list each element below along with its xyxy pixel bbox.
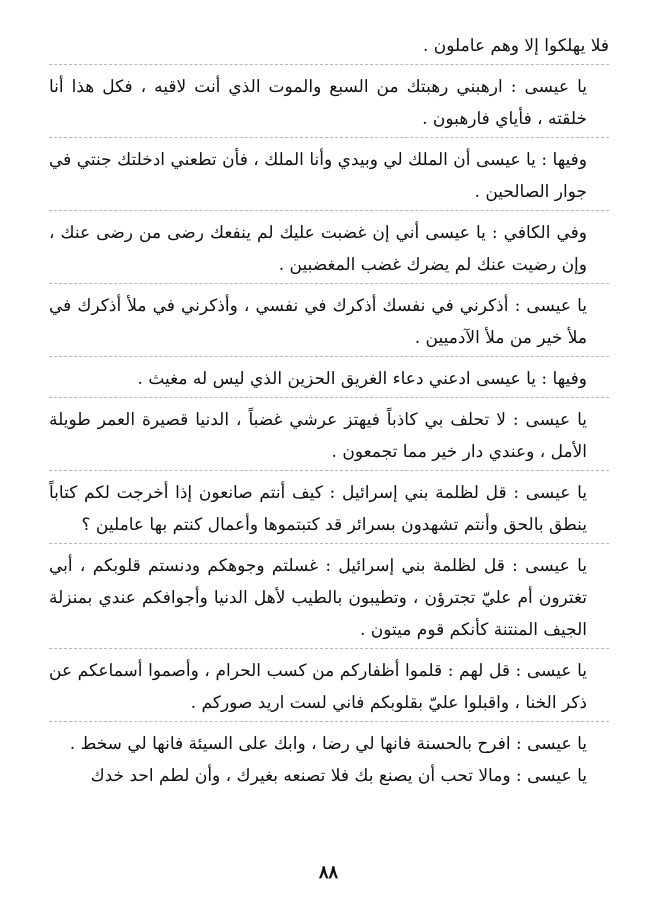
- divider: [49, 648, 609, 649]
- page-body: [49, 30, 609, 792]
- paragraph: يا عيسى : افرح بالحسنة فانها لي رضا ، وابك على السيئة فانها لي سخط .: [69, 734, 587, 754]
- divider: [49, 64, 609, 65]
- divider: [49, 356, 609, 357]
- paragraph: يا عيسى : قل لظلمة بني إسرائيل : غسلتم وجوهكم ودنستم قلوبكم ، أبي تغترون أم عليّ تجترؤن ، وتطيبون بالطيب لأهل الدنيا وأجوافكم عندي بمنزلة الجيف المنتنة كأنكم قوم ميتون .: [49, 556, 587, 640]
- page-number: ٨٨: [318, 862, 339, 883]
- paragraph: يا عيسى : ارهبني رهبتك من السبع والموت الذي أنت لاقيه ، فكل هذا أنا خلقته ، فأياي فارهبون .: [49, 77, 587, 129]
- divider: [49, 137, 609, 138]
- divider: [49, 397, 609, 398]
- paragraph: يا عيسى : لا تحلف بي كاذباً فيهتز عرشي غضباً ، الدنيا قصيرة العمر طويلة الأمل ، وعندي دار خير مما تجمعون .: [49, 410, 587, 462]
- divider: [49, 283, 609, 284]
- paragraph: يا عيسى : قل لهم : قلموا أظفاركم من كسب الحرام ، وأصموا أسماعكم عن ذكر الخنا ، واقبلوا عليّ بقلوبكم فاني لست اريد صوركم .: [49, 661, 587, 713]
- paragraph: يا عيسى : ومالا تحب أن يصنع بك فلا تصنعه بغيرك ، وأن لطم احد خدك: [90, 766, 587, 786]
- paragraph: وفيها : يا عيسى أن الملك لي وبيدي وأنا الملك ، فأن تطعني ادخلتك جنتي في جوار الصالحين .: [49, 150, 587, 202]
- paragraph: وفي الكافي : يا عيسى أني إن غضبت عليك لم ينفعك رضى من رضى عنك ، وإن رضيت عنك لم يضرك غضب المغضبين .: [49, 223, 587, 275]
- divider: [49, 721, 609, 722]
- divider: [49, 543, 609, 544]
- paragraph: يا عيسى : قل لظلمة بني إسرائيل : كيف أنتم صانعون إذا أخرجت لكم كتاباً ينطق بالحق وأنتم تشهدون بسرائر قد كتبتموها وأعمال كنتم بها عاملين ؟: [49, 483, 587, 535]
- divider: [49, 210, 609, 211]
- paragraph: وفيها : يا عيسى ادعني دعاء الغريق الحزين الذي ليس له مغيث .: [137, 369, 587, 389]
- paragraph: يا عيسى : أذكرني في نفسك أذكرك في نفسي ، وأذكرني في ملأ أذكرك في ملأ خير من ملأ الآدميين .: [49, 296, 587, 348]
- divider: [49, 470, 609, 471]
- paragraph: فلا يهلكوا إلا وهم عاملون .: [422, 36, 609, 56]
